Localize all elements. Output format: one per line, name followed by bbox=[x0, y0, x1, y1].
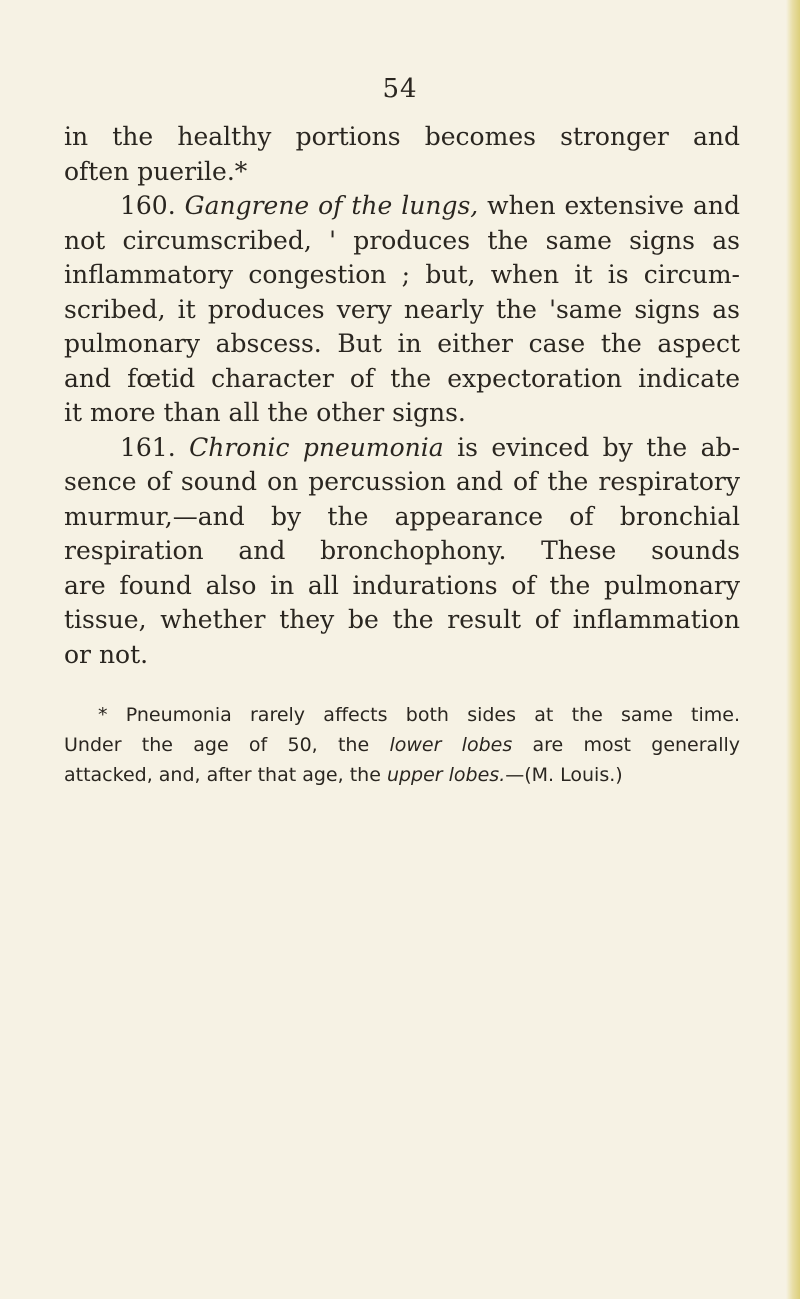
footnote-text: Under the age of 50, the bbox=[64, 734, 370, 756]
body-line: scribed, it produces very nearly the 'same signs as bbox=[64, 294, 740, 324]
body-line: pulmonary abscess. But in either case the aspect bbox=[64, 329, 740, 358]
page-edge-discoloration bbox=[786, 0, 800, 1299]
body-line: inflammatory congestion ; but, when it is circum- bbox=[64, 260, 740, 289]
footnote-line: * Pneumonia rarely affects both sides at the same time. bbox=[98, 704, 740, 726]
paragraph-number: 160. bbox=[120, 191, 176, 220]
body-line: are found also in all indurations of the pulmonary bbox=[64, 570, 740, 600]
body-line: often puerile.* bbox=[64, 156, 248, 186]
footnote-emphasis: upper lobes. bbox=[386, 764, 506, 786]
body-line: or not. bbox=[64, 639, 149, 669]
paragraph-text: is evinced by the ab- bbox=[457, 432, 740, 462]
paragraph-number: 161. bbox=[120, 432, 176, 462]
paragraph-161 bbox=[64, 431, 740, 466]
body-line: sence of sound on percussion and of the respiratory bbox=[64, 467, 740, 496]
footnote bbox=[64, 700, 740, 790]
footnote-line bbox=[64, 760, 740, 790]
footnote-text: are most generally bbox=[532, 734, 741, 756]
body-line: tissue, whether they be the result of inflammation bbox=[64, 605, 740, 634]
paragraph-160 bbox=[64, 189, 740, 224]
body-line: respiration and bronchophony. These sounds bbox=[64, 536, 740, 565]
body-line: it more than all the other signs. bbox=[64, 398, 466, 427]
footnote-citation: —(M. Louis.) bbox=[505, 764, 623, 786]
footnote-line bbox=[64, 730, 740, 760]
body-line: in the healthy portions becomes stronger and bbox=[64, 122, 740, 151]
footnote-text: attacked, and, after that age, the bbox=[64, 764, 381, 786]
body-line: murmur,—and by the appearance of bronchial bbox=[64, 501, 740, 531]
paragraph-heading: Gangrene of the lungs, bbox=[184, 191, 479, 220]
page-number: 54 bbox=[382, 74, 418, 104]
paragraph-heading: Chronic pneumonia bbox=[189, 432, 444, 462]
footnote-emphasis: lower lobes bbox=[389, 734, 513, 756]
body-line: and fœtid character of the expectoration indicate bbox=[64, 363, 740, 393]
body-text bbox=[64, 120, 740, 672]
paragraph-text: when extensive and bbox=[487, 191, 741, 220]
body-line: not circumscribed, ' produces the same signs as bbox=[64, 225, 740, 255]
